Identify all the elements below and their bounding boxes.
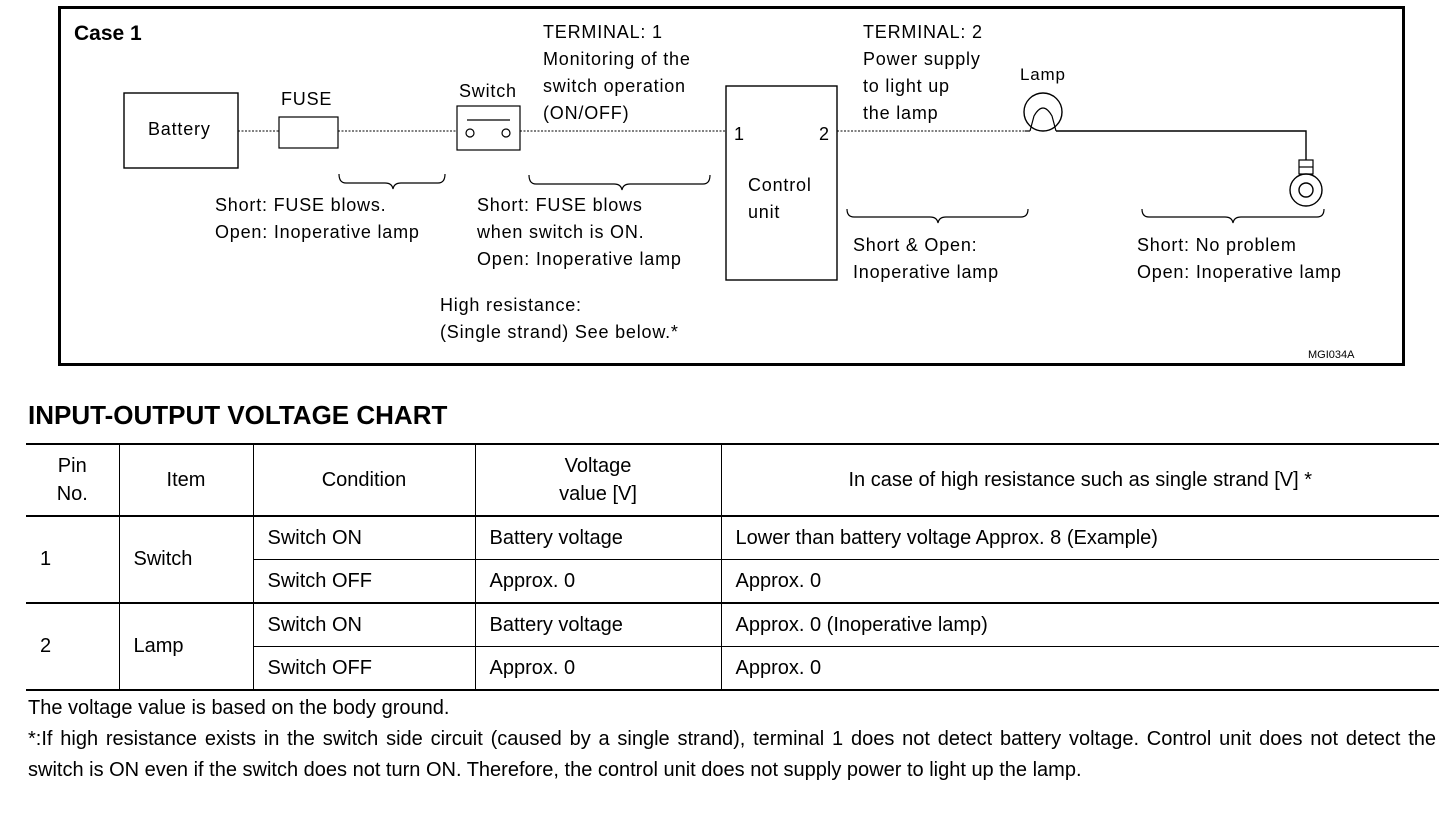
voltage-chart-title: INPUT-OUTPUT VOLTAGE CHART: [28, 400, 448, 430]
header-pin-line2: No.: [56, 483, 88, 505]
brace-terminal2-wire: [847, 209, 1028, 223]
note-ground-line1: Short: No problem: [1137, 235, 1297, 255]
terminal2-line3: to light up: [863, 76, 950, 96]
voltage-cell: Approx. 0: [475, 647, 721, 691]
control-unit-line1: Control: [748, 175, 812, 195]
note-switch-line2: when switch is ON.: [477, 222, 645, 242]
note-fuse-line1: Short: FUSE blows.: [215, 195, 387, 215]
terminal1-line3: switch operation: [543, 76, 686, 96]
condition-cell: Switch OFF: [253, 647, 475, 691]
note-switch-line3: Open: Inoperative lamp: [477, 249, 682, 269]
high-res-cell: Lower than battery voltage Approx. 8 (Example): [721, 516, 1439, 560]
high-res-cell: Approx. 0: [721, 647, 1439, 691]
lamp-filament: [1030, 108, 1056, 131]
condition-cell: Switch ON: [253, 516, 475, 560]
table-row: [26, 603, 1439, 647]
high-res-cell: Approx. 0: [721, 560, 1439, 604]
switch-symbol: [457, 106, 520, 150]
fuse-symbol: [279, 117, 338, 148]
header-voltage-line1: Voltage: [564, 455, 632, 477]
switch-label: Switch: [459, 81, 517, 101]
pin2-label: 2: [819, 124, 830, 144]
switch-contact-left: [466, 129, 474, 137]
ground-ring-inner: [1299, 183, 1313, 197]
condition-cell: Switch ON: [253, 603, 475, 647]
terminal2-line2: Power supply: [863, 49, 981, 69]
case-label: Case 1: [74, 22, 142, 45]
header-voltage-line2: value [V]: [559, 483, 637, 505]
battery-label: Battery: [148, 119, 211, 139]
terminal1-line2: Monitoring of the: [543, 49, 691, 69]
brace-ground-wire: [1142, 209, 1324, 223]
diagram-frame: [60, 8, 1404, 365]
voltage-cell: Battery voltage: [475, 516, 721, 560]
item-cell: Switch: [119, 516, 253, 603]
fuse-label: FUSE: [281, 89, 333, 109]
brace-fuse-wire: [339, 174, 445, 189]
note-ground-line2: Open: Inoperative lamp: [1137, 262, 1342, 282]
wire-lamp-ground: [1056, 131, 1306, 160]
high-res-cell: Approx. 0 (Inoperative lamp): [721, 603, 1439, 647]
header-pin-line1: Pin: [57, 455, 87, 477]
item-cell: Lamp: [119, 603, 253, 690]
terminal2-line4: the lamp: [863, 103, 939, 123]
note-high-res-line1: High resistance:: [440, 295, 582, 315]
terminal2-line1: TERMINAL: 2: [863, 22, 983, 42]
header-voltage: [475, 444, 721, 516]
wiring-diagram: [0, 0, 1456, 380]
note-fuse-line2: Open: Inoperative lamp: [215, 222, 420, 242]
voltage-cell: Approx. 0: [475, 560, 721, 604]
table-row: [26, 516, 1439, 560]
header-high-resistance: In case of high resistance such as single strand [V] *: [721, 444, 1439, 516]
control-unit-line2: unit: [748, 202, 781, 222]
switch-contact-right: [502, 129, 510, 137]
header-condition: Condition: [253, 444, 475, 516]
note-body-ground: The voltage value is based on the body ground.: [28, 697, 450, 719]
footnotes: [28, 693, 1436, 786]
header-item: Item: [119, 444, 253, 516]
figure-code: MGI034A: [1308, 349, 1355, 361]
pin-cell: 2: [26, 603, 119, 690]
note-high-res-line2: (Single strand) See below.*: [440, 322, 679, 342]
voltage-chart-table: [26, 443, 1439, 691]
condition-cell: Switch OFF: [253, 560, 475, 604]
ground-ring-outer: [1290, 174, 1322, 206]
table-header-row: [26, 444, 1439, 516]
lamp-label: Lamp: [1020, 65, 1066, 84]
voltage-cell: Battery voltage: [475, 603, 721, 647]
terminal1-line4: (ON/OFF): [543, 103, 630, 123]
wiring-diagram-graphics: [0, 0, 1456, 380]
pin-cell: 1: [26, 516, 119, 603]
note-switch-line1: Short: FUSE blows: [477, 195, 643, 215]
lamp-symbol: [1024, 93, 1062, 131]
header-pin: [26, 444, 119, 516]
note-terminal2-line1: Short & Open:: [853, 235, 978, 255]
pin1-label: 1: [734, 124, 745, 144]
terminal1-line1: TERMINAL: 1: [543, 22, 663, 42]
brace-switch-wire: [529, 175, 710, 190]
note-terminal2-line2: Inoperative lamp: [853, 262, 999, 282]
note-high-resistance: *:If high resistance exists in the switch side circuit (caused by a single strand), terminal 1 does not detect battery voltage. Control unit does not detect the switch is ON even if the switch does not turn ON. Therefore, the control unit does not supply power to light up the lamp.: [28, 728, 1436, 781]
